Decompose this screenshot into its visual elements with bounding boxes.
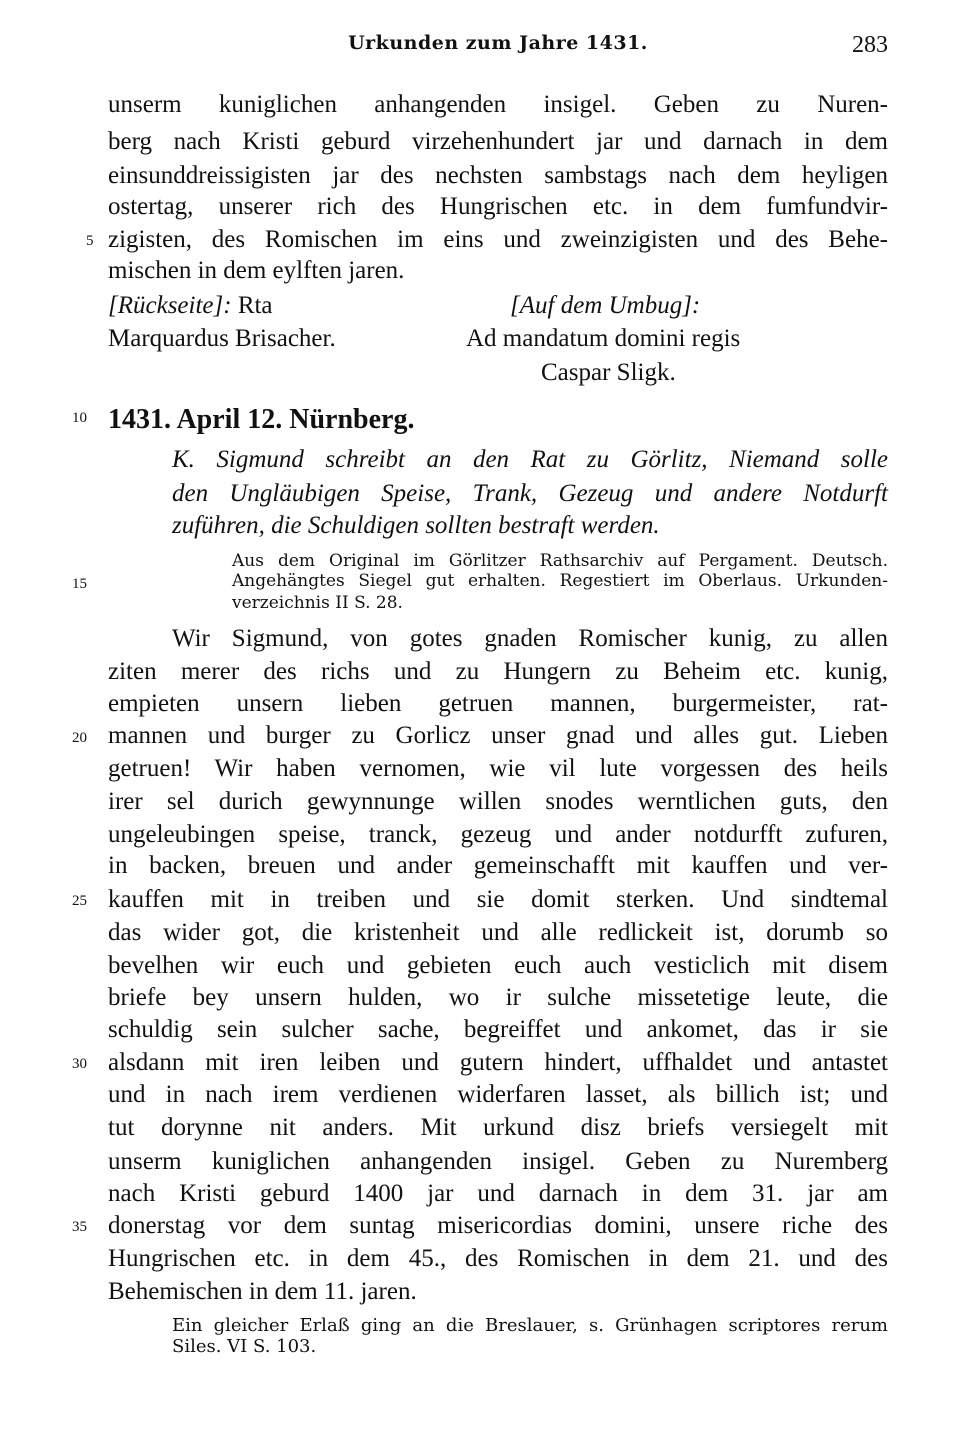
line-number: 15 <box>72 576 87 592</box>
page-header <box>108 32 888 62</box>
line-number: 10 <box>72 410 87 426</box>
document-heading: 1431. April 12. Nürnberg. <box>108 404 415 435</box>
source-note-line: Angehängtes Siegel gut erhalten. Regestiert im Oberlaus. Urkunden- <box>232 571 888 591</box>
endorsement-fold-signer: Caspar Sligk. <box>541 359 676 386</box>
continuation-line: ostertag, unserer rich des Hungrischen etc. in dem fumfundvir- <box>108 193 888 220</box>
regest-line: K. Sigmund schreibt an den Rat zu Görlitz, Niemand solle <box>172 446 888 473</box>
body-line: getruen! Wir haben vernomen, wie vil lute vorgessen des heils <box>108 755 888 782</box>
body-line: kauffen mit in treiben und sie domit sterken. Und sindtemal <box>108 886 888 913</box>
continuation-line: einsunddreissigisten jar des nechsten sambstags nach dem heyligen <box>108 162 888 189</box>
source-note-line: verzeichnis II S. 28. <box>232 593 403 613</box>
body-line: in backen, breuen und ander gemeinschafft mit kauffen und ver- <box>108 852 888 879</box>
line-number: 30 <box>72 1056 87 1072</box>
body-line: unserm kuniglichen anhangenden insigel. Geben zu Nuremberg <box>108 1148 888 1175</box>
body-line: nach Kristi geburd 1400 jar und darnach in dem 31. jar am <box>108 1180 888 1207</box>
source-note-line: Aus dem Original im Görlitzer Rathsarchiv auf Pergament. Deutsch. <box>232 551 888 571</box>
body-line: empieten unsern lieben getruen mannen, burgermeister, rat- <box>108 690 888 717</box>
footnote-line: Siles. VI S. 103. <box>172 1336 317 1357</box>
endorsement-back-name: Marquardus Brisacher. <box>108 325 336 352</box>
line-number: 5 <box>86 233 94 249</box>
body-line: ungeleubingen speise, tranck, gezeug und ander notdurfft zufuren, <box>108 821 888 848</box>
continuation-line: berg nach Kristi geburd virzehenhundert jar und darnach in dem <box>108 128 888 155</box>
body-line: mannen und burger zu Gorlicz unser gnad und alles gut. Lieben <box>108 722 888 749</box>
continuation-line: mischen in dem eylften jaren. <box>108 257 405 284</box>
line-number: 25 <box>72 893 87 909</box>
body-line: bevelhen wir euch und gebieten euch auch vesticlich mit disem <box>108 952 888 979</box>
body-line: alsdann mit iren leiben und gutern hindert, uffhaldet und antastet <box>108 1049 888 1076</box>
line-number: 20 <box>72 730 87 746</box>
body-line: schuldig sein sulcher sache, begreiffet und ankomet, das ir sie <box>108 1016 888 1043</box>
continuation-line: unserm kuniglichen anhangenden insigel. Geben zu Nuren- <box>108 91 888 118</box>
body-line: Behemischen in dem 11. jaren. <box>108 1278 417 1305</box>
footnote-line: Ein gleicher Erlaß ging an die Breslauer, s. Grünhagen scriptores rerum <box>172 1315 888 1336</box>
endorsement-back-value: Rta <box>237 292 273 319</box>
body-line: irer sel durich gewynnunge willen snodes werntlichen guts, den <box>108 788 888 815</box>
regest-line: zuführen, die Schuldigen sollten bestraft werden. <box>172 512 660 539</box>
endorsement-fold-label: [Auf dem Umbug]: <box>510 292 701 319</box>
body-line: Wir Sigmund, von gotes gnaden Romischer kunig, zu allen <box>172 625 888 652</box>
line-number: 35 <box>72 1219 87 1235</box>
body-line: briefe bey unsern hulden, wo ir sulche missetetige leute, die <box>108 984 888 1011</box>
page-number: 283 <box>852 32 888 58</box>
regest-line: den Ungläubigen Speise, Trank, Gezeug und andere Notdurft <box>172 480 888 507</box>
body-line: tut dorynne nit anders. Mit urkund disz briefs versiegelt mit <box>108 1114 888 1141</box>
endorsement-back <box>108 292 273 320</box>
body-line: ziten merer des richs und zu Hungern zu Beheim etc. kunig, <box>108 658 888 685</box>
endorsement-fold-mandate: Ad mandatum domini regis <box>466 325 741 352</box>
endorsement-back-label: [Rückseite]: <box>108 292 232 319</box>
continuation-line: zigisten, des Romischen im eins und zweinzigisten und des Behe- <box>108 226 888 253</box>
running-head: Urkunden zum Jahre 1431. <box>348 32 648 54</box>
body-line: donerstag vor dem suntag misericordias domini, unsere riche des <box>108 1212 888 1239</box>
body-line: das wider got, die kristenheit und alle redlickeit ist, dorumb so <box>108 919 888 946</box>
body-line: und in nach irem verdienen widerfaren lasset, als billich ist; und <box>108 1081 888 1108</box>
body-line: Hungrischen etc. in dem 45., des Romischen in dem 21. und des <box>108 1245 888 1272</box>
